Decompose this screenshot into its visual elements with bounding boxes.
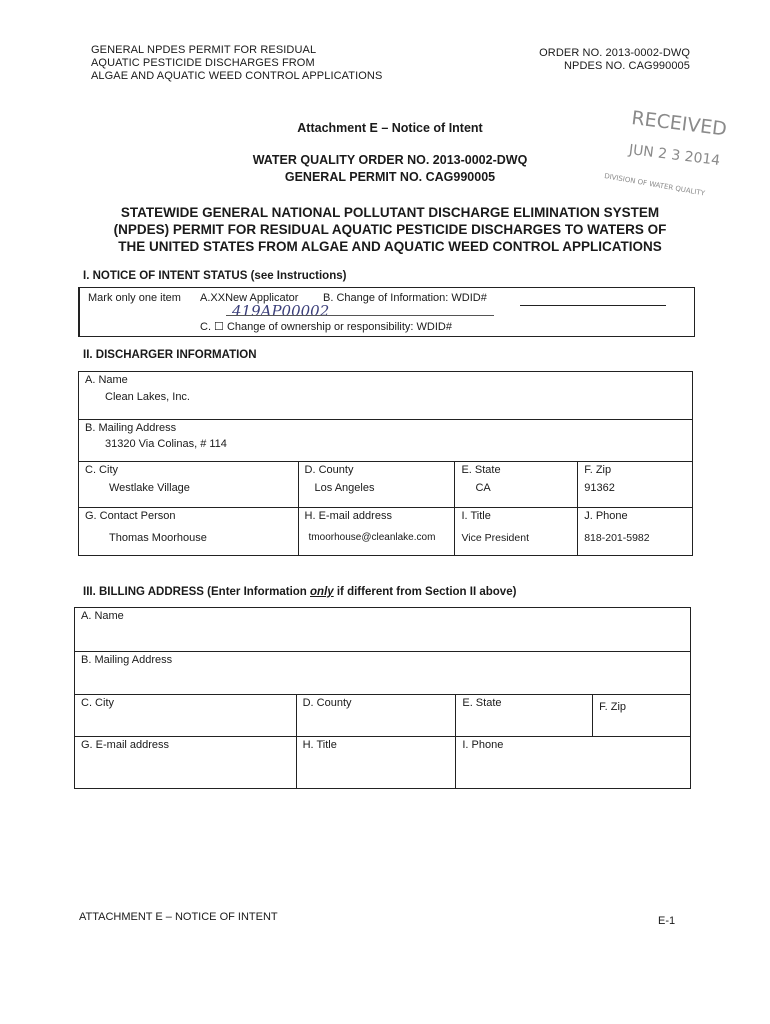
billing-email-label: G. E-mail address [81,739,170,751]
npdes-number: NPDES NO. CAG990005 [563,60,690,72]
header-left [91,44,382,83]
phone-cell[interactable] [578,508,693,556]
discharger-state-label: E. State [461,464,501,476]
discharger-zip-label: F. Zip [584,464,612,476]
wdid-b-line [520,305,666,306]
option-c-underline [226,315,494,316]
discharger-name-value: Clean Lakes, Inc. [105,391,190,403]
billing-zip-label: F. Zip [599,701,627,713]
discharger-mailing-cell[interactable] [79,420,693,462]
order-title: WATER QUALITY ORDER NO. 2013-0002-DWQ [252,153,528,167]
main-title-line2: (NPDES) PERMIT FOR RESIDUAL AQUATIC PESTICIDE DISCHARGES TO WATERS OF [113,222,667,237]
header-left-line2: AQUATIC PESTICIDE DISCHARGES FROM [91,57,315,69]
billing-table [74,607,691,789]
billing-mailing-cell[interactable] [75,652,691,695]
section2-heading: II. DISCHARGER INFORMATION [83,349,257,361]
discharger-city-label: C. City [85,464,118,476]
billing-city-cell[interactable] [75,695,297,737]
contact-person-label: G. Contact Person [85,510,176,522]
discharger-city-value: Westlake Village [109,482,190,494]
discharger-county-value: Los Angeles [314,482,375,494]
email-label: H. E-mail address [304,510,392,522]
page-number: E-1 [658,915,676,927]
billing-name-label: A. Name [81,610,124,622]
header-left-line1: GENERAL NPDES PERMIT FOR RESIDUAL [91,44,317,56]
email-cell[interactable] [298,508,455,556]
received-division: DIVISION OF WATER QUALITY [603,172,706,198]
section1-heading: I. NOTICE OF INTENT STATUS (see Instructions) [83,270,347,282]
discharger-name-cell[interactable] [79,372,693,420]
phone-value: 818-201-5982 [584,532,650,544]
email-value: tmoorhouse@cleanlake.com [308,532,436,543]
discharger-state-cell[interactable] [455,462,578,508]
discharger-mailing-label: B. Mailing Address [85,422,177,434]
title-value: Vice President [461,532,529,544]
discharger-county-cell[interactable] [298,462,455,508]
billing-name-cell[interactable] [75,608,691,652]
option-a-new-applicator[interactable]: A.XXNew Applicator [200,292,299,304]
billing-email-cell[interactable] [75,737,297,789]
section3-heading-post: if different from Section II above) [333,586,517,598]
received-date: JUN 2 3 2014 [628,142,721,170]
discharger-zip-value: 91362 [584,482,615,494]
contact-person-cell[interactable] [79,508,299,556]
billing-phone-cell[interactable] [456,737,691,789]
option-c-change-ownership[interactable]: C. ☐ Change of ownership or responsibility: WDID# [200,321,452,333]
handwritten-wdid: 419AP00002 [232,302,330,320]
section3-heading-only: only [310,586,334,598]
discharger-zip-cell[interactable] [578,462,693,508]
billing-zip-cell[interactable] [593,695,691,737]
billing-phone-label: I. Phone [462,739,504,751]
mark-only-label: Mark only one item [88,292,181,304]
billing-city-label: C. City [81,697,114,709]
section1-box [78,287,695,337]
billing-state-label: E. State [462,697,502,709]
discharger-name-label: A. Name [85,374,128,386]
header-right [500,47,690,73]
billing-title-cell[interactable] [296,737,456,789]
billing-mailing-label: B. Mailing Address [81,654,173,666]
phone-label: J. Phone [584,510,628,522]
section3-heading-pre: III. BILLING ADDRESS (Enter Information [83,586,311,598]
option-b-change-information[interactable]: B. Change of Information: WDID# [323,292,487,304]
main-title-line3: THE UNITED STATES FROM ALGAE AND AQUATIC WEED CONTROL APPLICATIONS [118,239,662,254]
discharger-state-value: CA [475,482,491,494]
billing-state-cell[interactable] [456,695,593,737]
contact-person-value: Thomas Moorhouse [109,532,207,544]
billing-county-label: D. County [302,697,352,709]
section3-heading [83,586,516,598]
title-label: I. Title [461,510,491,522]
discharger-county-label: D. County [304,464,354,476]
permit-title: GENERAL PERMIT NO. CAG990005 [284,170,496,184]
header-left-line3: ALGAE AND AQUATIC WEED CONTROL APPLICATIONS [91,70,383,82]
discharger-table [78,371,693,556]
received-stamp: RECEIVED [630,107,729,141]
billing-county-cell[interactable] [296,695,456,737]
billing-title-label: H. Title [302,739,337,751]
order-number: ORDER NO. 2013-0002-DWQ [539,47,690,59]
title-cell[interactable] [455,508,578,556]
attachment-title: Attachment E – Notice of Intent [297,121,483,135]
main-title [60,204,720,255]
main-title-line1: STATEWIDE GENERAL NATIONAL POLLUTANT DISCHARGE ELIMINATION SYSTEM [120,205,660,220]
discharger-city-cell[interactable] [79,462,299,508]
footer-left: ATTACHMENT E – NOTICE OF INTENT [79,911,278,923]
discharger-mailing-value: 31320 Via Colinas, # 114 [105,438,227,450]
